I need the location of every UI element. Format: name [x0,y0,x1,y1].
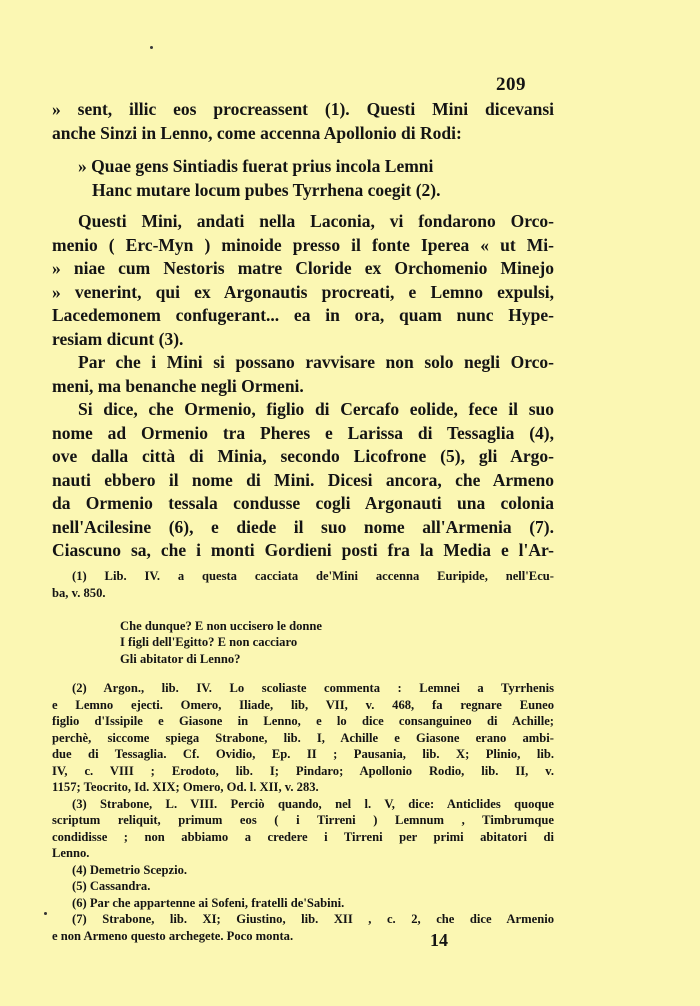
footnote-line: e Lemno ejecti. Omero, Iliade, lib, VII, v. 468, fa regnare Euneo [52,697,554,712]
body-line: resiam dicunt (3). [52,328,184,349]
footnote-line: 1157; Teocrito, Id. XIX; Omero, Od. l. XII, v. 283. [52,780,319,794]
body-line: Questi Mini, andati nella Laconia, vi fondarono Orco- [78,211,554,231]
footnote-line: IV, c. VIII ; Erodoto, lib. I; Pindaro; Apollonio Rodio, lib. II, v. [52,763,554,778]
body-line: nome ad Ormenio tra Pheres e Larissa di Tessaglia (4), [52,422,554,443]
quoted-verse [78,155,498,202]
footnote-line: (1) Lib. IV. a questa cacciata de'Mini accenna Euripide, nell'Ecu- [72,569,554,583]
body-line: nauti ebbero il nome di Mini. Dicesi ancora, che Armeno [52,469,554,490]
body-line: Si dice, che Ormenio, figlio di Cercafo eolide, fece il suo [78,399,554,419]
footnote-line: ba, v. 850. [52,585,106,600]
footnotes-2-7 [52,680,554,944]
body-line: » sent, illic eos procreassent (1). Questi Mini dicevansi [52,99,554,119]
body-line: menio ( Erc-Myn ) minoide presso il fonte Iperea « ut Mi- [52,234,554,255]
ink-speck [150,46,153,49]
body-line: » venerint, qui ex Argonautis procreati, e Lemno expulsi, [52,281,554,302]
body-line: Par che i Mini si possano ravvisare non solo negli Orco- [78,352,554,372]
footnote-verse-line: Gli abitator di Lenno? [120,651,241,666]
footnote-verse [120,618,322,667]
page-number: 209 [496,74,526,95]
body-paragraph-1 [52,98,554,145]
footnote-line: e non Armeno questo archegete. Poco monta. [52,928,294,943]
footnote-line: scriptum reliquit, primum eos ( i Tirreni ) Lemnum , Timbrumque [52,813,554,827]
footnote-line: due di Tessaglia. Cf. Ovidio, Ep. II ; Pausania, lib. X; Plinio, lib. [52,747,554,761]
footnote-line: figlio d'Issipile e Giasone in Lenno, e lo dice consanguineo di Achille; [52,714,554,728]
footnote-line: (3) Strabone, L. VIII. Perciò quando, nel l. V, dice: Anticlides quoque [72,796,554,811]
footnote-line: (6) Par che appartenne ai Sofeni, fratelli de'Sabini. [72,895,345,910]
footnote-line: (7) Strabone, lib. XI; Giustino, lib. XII , c. 2, che dice Armenio [72,912,554,926]
body-line: ove dalla città di Minia, secondo Licofrone (5), gli Argo- [52,446,554,466]
body-line: » niae cum Nestoris matre Cloride ex Orchomenio Minejo [52,258,554,278]
footnote-line: (5) Cassandra. [72,879,151,893]
body-line: Lacedemonem confugerant... ea in ora, quam nunc Hype- [52,305,554,325]
verse-line: » Quae gens Sintiadis fuerat prius incola Lemni [78,156,434,176]
footnote-line: perchè, siccome spiega Strabone, lib. I, Achille e Giasone erano ambi- [52,730,554,745]
footnote-verse-line: I figli dell'Egitto? E non cacciaro [120,635,298,650]
body-line: meni, ma benanche negli Ormeni. [52,375,304,396]
body-paragraph-2 [52,210,554,563]
ink-speck [44,912,47,915]
footnote-line: (2) Argon., lib. IV. Lo scoliaste commenta : Lemnei a Tyrrhenis [72,681,554,695]
footnote-line: condidisse ; non abbiamo a credere i Tirreni per primi abitatori di [52,829,554,844]
body-line: anche Sinzi in Lenno, come accenna Apollonio di Rodi: [52,122,462,143]
body-line: da Ormenio tessala condusse cogli Argonauti una colonia [52,493,554,513]
footnote-1 [52,568,554,601]
verse-line: Hanc mutare locum pubes Tyrrhena coegit (2). [92,179,441,200]
body-line: nell'Acilesine (6), e diede il suo nome all'Armenia (7). [52,516,554,537]
signature-mark: 14 [430,930,448,950]
footnote-line: Lenno. [52,846,90,860]
footnote-verse-line: Che dunque? E non uccisero le donne [120,619,323,633]
body-line: Ciascuno sa, che i monti Gordieni posti fra la Media e l'Ar- [52,540,554,560]
footnote-line: (4) Demetrio Scepzio. [72,862,188,877]
